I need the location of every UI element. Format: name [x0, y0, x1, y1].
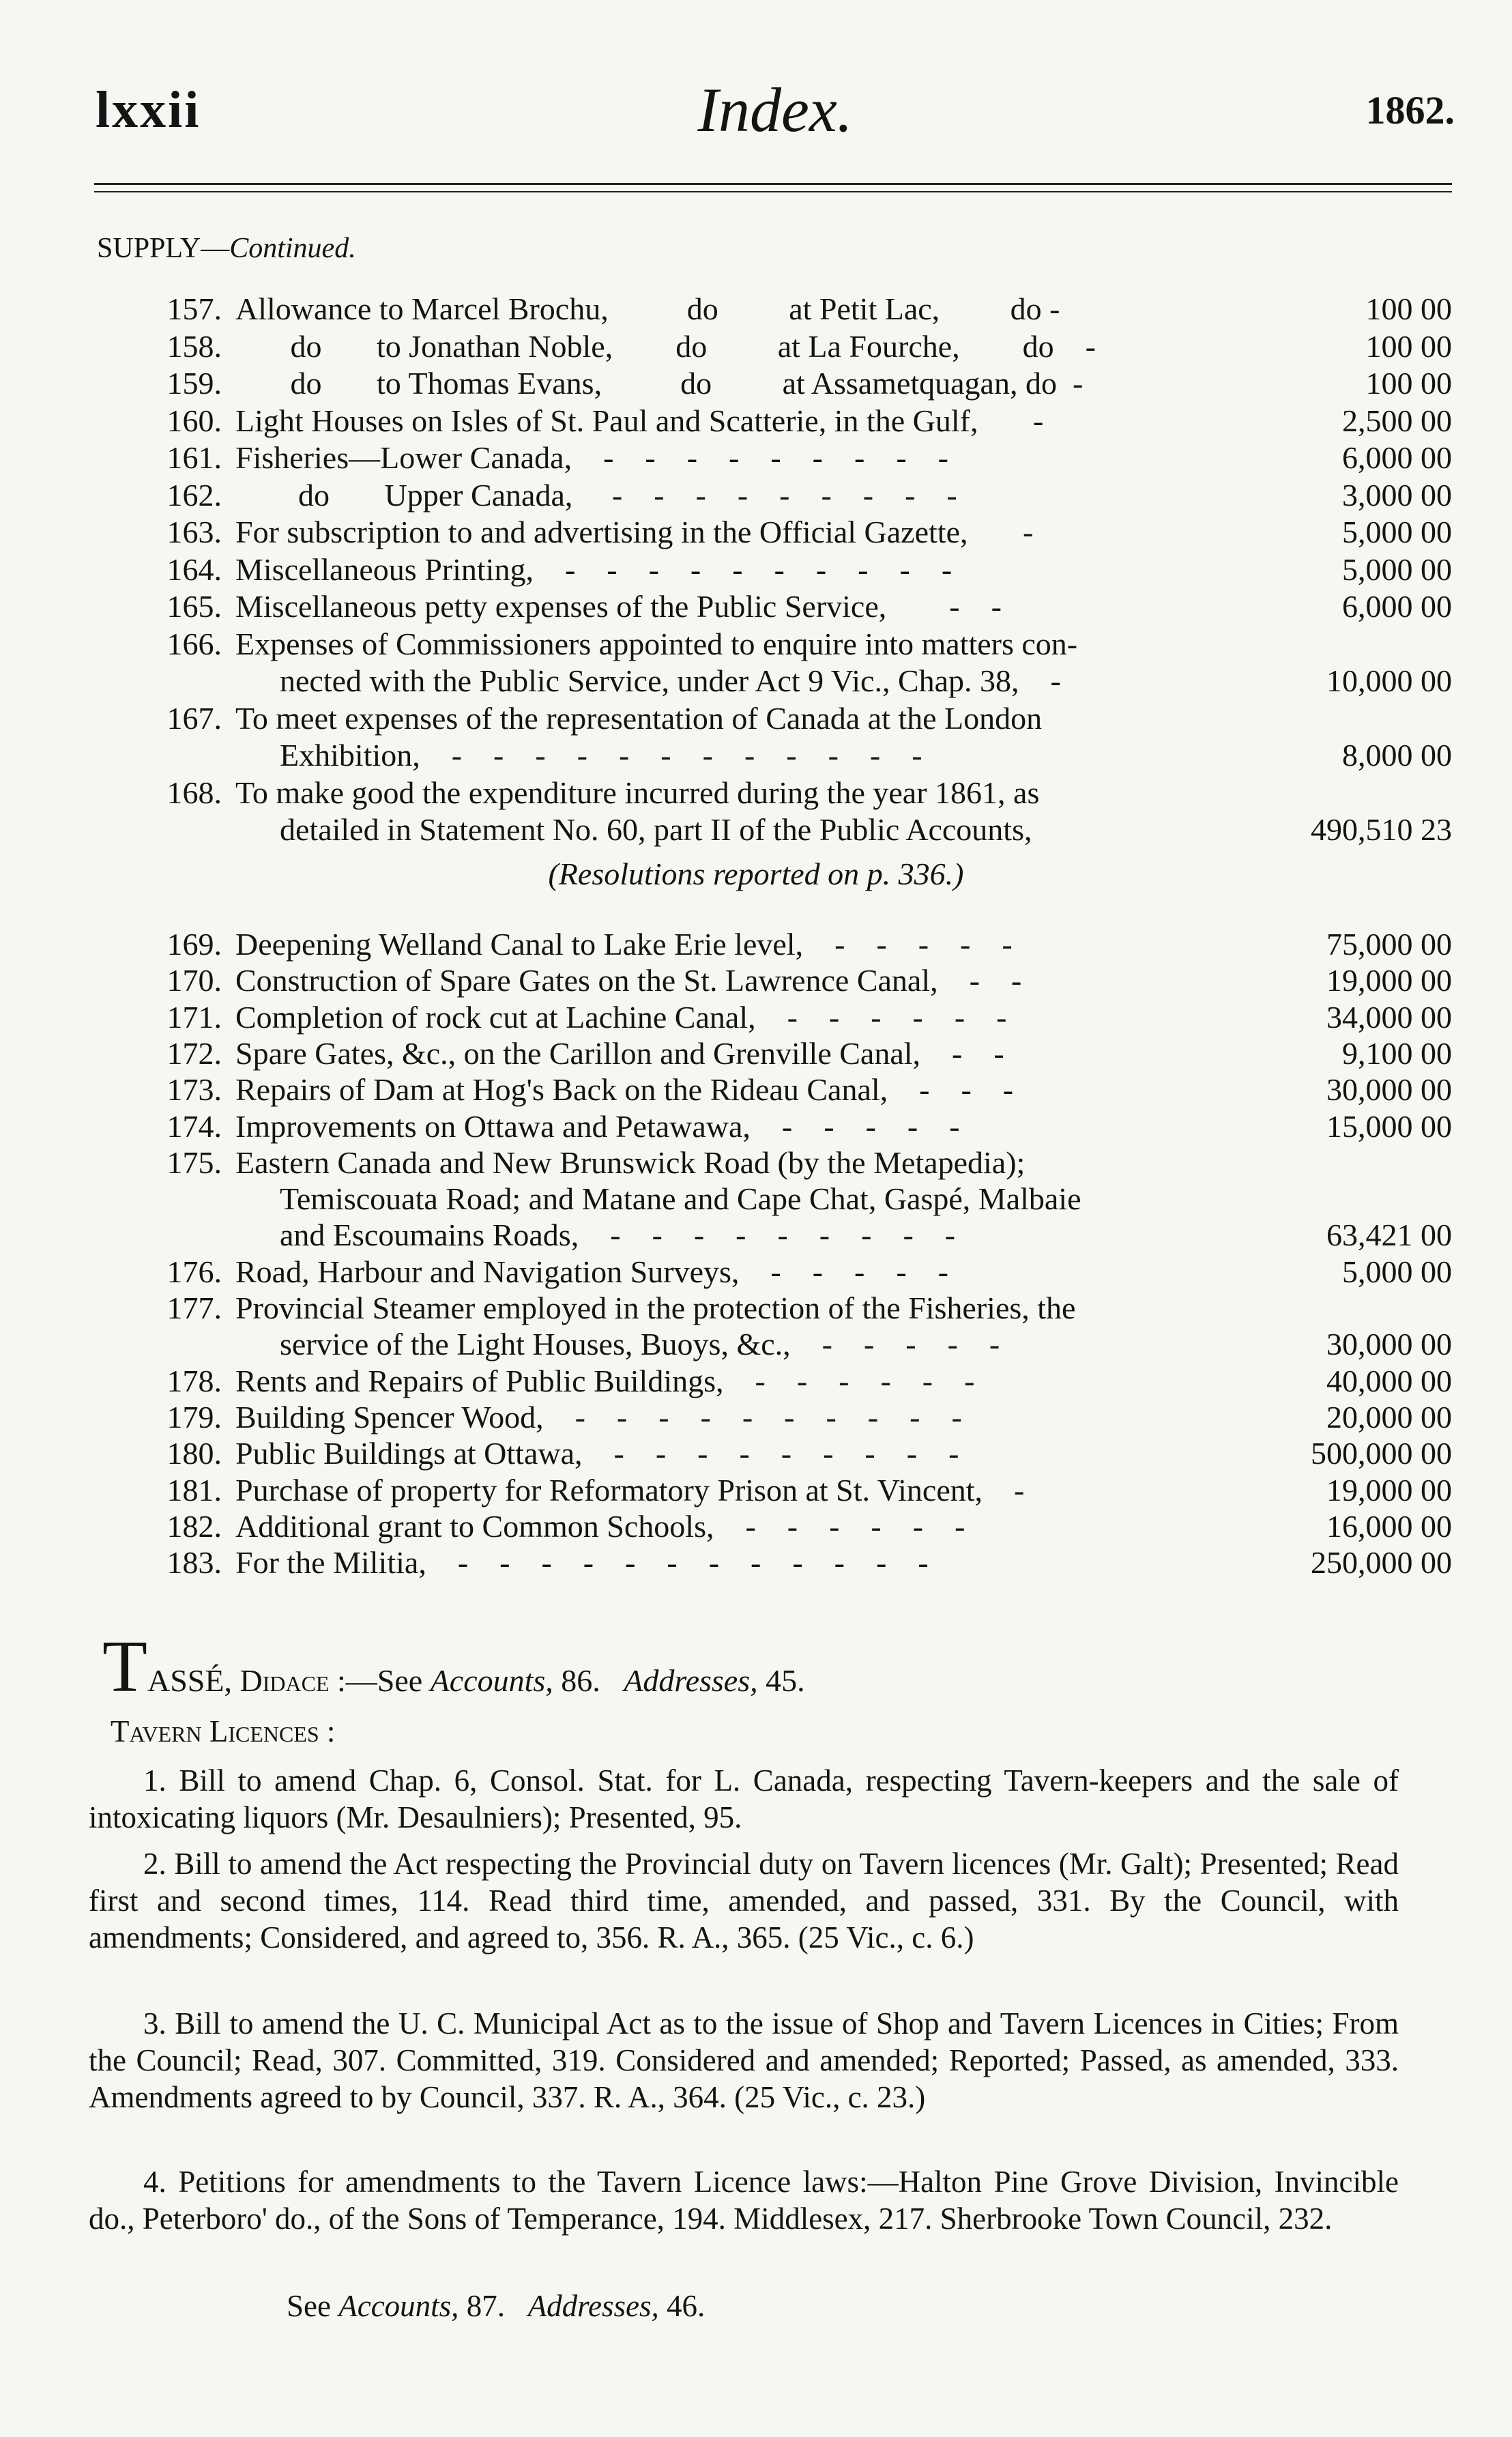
- item-description: For subscription to and advertising in the Official Gazette, -: [235, 515, 1034, 549]
- item-amount: 63,421 00: [1326, 1217, 1452, 1253]
- item-description: Light Houses on Isles of St. Paul and Scatterie, in the Gulf, -: [235, 403, 1044, 438]
- item-number: 162.: [166, 477, 222, 513]
- item-description-continued: nected with the Public Service, under Act 9 Vic., Chap. 38, -: [280, 663, 1061, 698]
- item-description: Fisheries—Lower Canada, - - - - - - - - -: [235, 440, 948, 475]
- item-number: 182.: [166, 1508, 222, 1544]
- item-description: Road, Harbour and Navigation Surveys, - - - - -: [235, 1254, 948, 1289]
- item-description: Construction of Spare Gates on the St. Lawrence Canal, - -: [235, 963, 1022, 998]
- tasse-see: :—See: [336, 1663, 423, 1698]
- item-description: Spare Gates, &c., on the Carillon and Grenville Canal, - -: [235, 1035, 1004, 1071]
- item-description: Miscellaneous Printing, - - - - - - - - - -: [235, 551, 953, 587]
- tasse-accounts: Accounts,: [430, 1663, 553, 1698]
- item-number: 165.: [166, 589, 222, 624]
- item-amount: 6,000 00: [1342, 440, 1452, 475]
- item-number: 158.: [166, 328, 222, 364]
- item-amount: 9,100 00: [1342, 1035, 1452, 1071]
- page-year: 1862.: [1365, 88, 1455, 132]
- tavern-heading: Tavern Licences :: [111, 1714, 336, 1748]
- tasse-entry: [102, 1626, 1453, 1707]
- item-number: 159.: [166, 366, 222, 401]
- item-description: Provincial Steamer employed in the protection of the Fisheries, the: [235, 1290, 1076, 1325]
- item-amount: 8,000 00: [1342, 738, 1452, 773]
- item-description: do Upper Canada, - - - - - - - - -: [235, 477, 957, 513]
- see-also-addresses: Addresses,: [527, 2289, 659, 2323]
- item-number: 177.: [166, 1290, 222, 1325]
- item-amount: 100 00: [1365, 328, 1452, 364]
- item-description: For the Militia, - - - - - - - - - - - -: [235, 1545, 929, 1581]
- item-amount: 15,000 00: [1326, 1108, 1452, 1144]
- item-description-continued: detailed in Statement No. 60, part II of the Public Accounts,: [280, 812, 1032, 847]
- item-description: Additional grant to Common Schools, - - - - - -: [235, 1508, 965, 1544]
- item-description: Allowance to Marcel Brochu, do at Petit Lac, do -: [235, 291, 1060, 326]
- see-also-addresses-page: 46.: [667, 2289, 706, 2323]
- item-number: 166.: [166, 626, 222, 661]
- item-amount: 75,000 00: [1326, 927, 1452, 962]
- item-amount: 30,000 00: [1326, 1072, 1452, 1108]
- item-amount: 40,000 00: [1326, 1363, 1452, 1398]
- item-number: 169.: [166, 927, 222, 962]
- item-description: do to Jonathan Noble, do at La Fourche, do -: [235, 328, 1096, 364]
- item-amount: 100 00: [1365, 366, 1452, 401]
- tasse-addresses-page: 45.: [766, 1663, 805, 1698]
- tasse-given-name: Didace: [239, 1663, 330, 1698]
- item-description-continued: service of the Light Houses, Buoys, &c., - - - - -: [280, 1327, 1000, 1362]
- tasse-accounts-page: 86.: [561, 1663, 600, 1698]
- item-description: Expenses of Commissioners appointed to enquire into matters con-: [235, 626, 1078, 661]
- item-description: Purchase of property for Reformatory Prison at St. Vincent, -: [235, 1472, 1025, 1508]
- item-description: To meet expenses of the representation of Canada at the London: [235, 700, 1043, 736]
- item-description-continued: and Escoumains Roads, - - - - - - - - -: [280, 1217, 956, 1253]
- item-number: 167.: [166, 700, 222, 736]
- item-amount: 5,000 00: [1342, 1254, 1452, 1289]
- item-number: 171.: [166, 999, 222, 1035]
- tavern-para-4: 4. Petitions for amendments to the Tavern Licence laws:—Halton Pine Grove Division, Invincible do., Peterboro' do., of the Sons of Temperance, 194. Middlesex, 217. Sherbrooke Town Council, 232.: [89, 2165, 1399, 2236]
- section-label: [97, 232, 356, 265]
- item-amount: 5,000 00: [1342, 551, 1452, 587]
- item-amount: 34,000 00: [1326, 999, 1452, 1035]
- item-amount: 250,000 00: [1311, 1545, 1452, 1581]
- item-description: To make good the expenditure incurred during the year 1861, as: [235, 775, 1040, 810]
- see-also: [287, 2288, 705, 2324]
- item-description: Completion of rock cut at Lachine Canal, - - - - - -: [235, 999, 1007, 1035]
- item-number: 170.: [166, 963, 222, 998]
- item-description-continued: Exhibition, - - - - - - - - - - - -: [280, 738, 922, 773]
- resolutions-note: (Resolutions reported on p. 336.): [548, 856, 964, 891]
- item-amount: 6,000 00: [1342, 589, 1452, 624]
- item-amount: 16,000 00: [1326, 1508, 1452, 1544]
- item-number: 157.: [166, 291, 222, 326]
- item-amount: 100 00: [1365, 291, 1452, 326]
- item-amount: 19,000 00: [1326, 963, 1452, 998]
- item-number: 172.: [166, 1035, 222, 1071]
- drop-cap: T: [102, 1626, 147, 1707]
- item-description: Improvements on Ottawa and Petawawa, - - - - -: [235, 1108, 960, 1144]
- tasse-name: ASSÉ,: [147, 1663, 232, 1698]
- item-amount: 30,000 00: [1326, 1327, 1452, 1362]
- item-number: 168.: [166, 775, 222, 810]
- item-number: 161.: [166, 440, 222, 475]
- item-number: 160.: [166, 403, 222, 438]
- tavern-para-3: 3. Bill to amend the U. C. Municipal Act as to the issue of Shop and Tavern Licences in Cities; From the Council; Read, 307. Committed, 319. Considered and amended; Reported; Passed, as amended, 333. Amendments agreed to by Council, 337. R. A., 364. (25 Vic., c. 23.): [89, 2006, 1399, 2114]
- item-amount: 2,500 00: [1342, 403, 1452, 438]
- see-also-accounts-page: 87.: [466, 2289, 505, 2323]
- item-number: 179.: [166, 1399, 222, 1434]
- item-number: 181.: [166, 1472, 222, 1508]
- item-description: Miscellaneous petty expenses of the Public Service, - -: [235, 589, 1002, 624]
- see-also-see: See: [287, 2289, 331, 2323]
- item-description: Building Spencer Wood, - - - - - - - - - -: [235, 1399, 962, 1434]
- item-number: 183.: [166, 1545, 222, 1581]
- item-description-continued: Temiscouata Road; and Matane and Cape Chat, Gaspé, Malbaie: [280, 1181, 1081, 1217]
- see-also-accounts: Accounts,: [338, 2289, 459, 2323]
- page-number: lxxii: [96, 81, 201, 139]
- page-header: [96, 75, 1455, 156]
- section-continued: Continued.: [229, 233, 356, 264]
- item-number: 164.: [166, 551, 222, 587]
- header-rule-bottom: [94, 191, 1452, 192]
- item-description: Public Buildings at Ottawa, - - - - - - - - -: [235, 1436, 959, 1471]
- item-number: 163.: [166, 515, 222, 549]
- tavern-para-1: 1. Bill to amend Chap. 6, Consol. Stat. for L. Canada, respecting Tavern-keepers and the sale of intoxicating liquors (Mr. Desaulniers); Presented, 95.: [89, 1763, 1399, 1834]
- header-rule-top: [94, 183, 1452, 185]
- item-number: 173.: [166, 1072, 222, 1108]
- item-number: 174.: [166, 1108, 222, 1144]
- item-amount: 19,000 00: [1326, 1472, 1452, 1508]
- item-number: 176.: [166, 1254, 222, 1289]
- tavern-para-2: 2. Bill to amend the Act respecting the Provincial duty on Tavern licences (Mr. Galt); Presented; Read first and second times, 114. Read third time, amended, and passed, 331. By the Council, with amendments; Considered, and agreed to, 356. R. A., 365. (25 Vic., c. 6.): [89, 1847, 1399, 1955]
- item-amount: 5,000 00: [1342, 515, 1452, 549]
- item-number: 178.: [166, 1363, 222, 1398]
- item-amount: 500,000 00: [1311, 1436, 1452, 1471]
- item-description: Eastern Canada and New Brunswick Road (by the Metapedia);: [235, 1144, 1026, 1180]
- item-number: 180.: [166, 1436, 222, 1471]
- item-amount: 20,000 00: [1326, 1399, 1452, 1434]
- section-label-text: SUPPLY—: [97, 233, 230, 264]
- item-number: 175.: [166, 1144, 222, 1180]
- item-description: Rents and Repairs of Public Buildings, - - - - - -: [235, 1363, 975, 1398]
- item-amount: 3,000 00: [1342, 477, 1452, 513]
- item-description: Repairs of Dam at Hog's Back on the Rideau Canal, - - -: [235, 1072, 1014, 1108]
- tasse-addresses: Addresses,: [624, 1663, 758, 1698]
- item-description: do to Thomas Evans, do at Assametquagan, do -: [235, 366, 1084, 401]
- item-amount: 490,510 23: [1311, 812, 1452, 847]
- page-title: Index.: [697, 75, 853, 145]
- item-description: Deepening Welland Canal to Lake Erie level, - - - - -: [235, 927, 1013, 962]
- item-amount: 10,000 00: [1326, 663, 1452, 698]
